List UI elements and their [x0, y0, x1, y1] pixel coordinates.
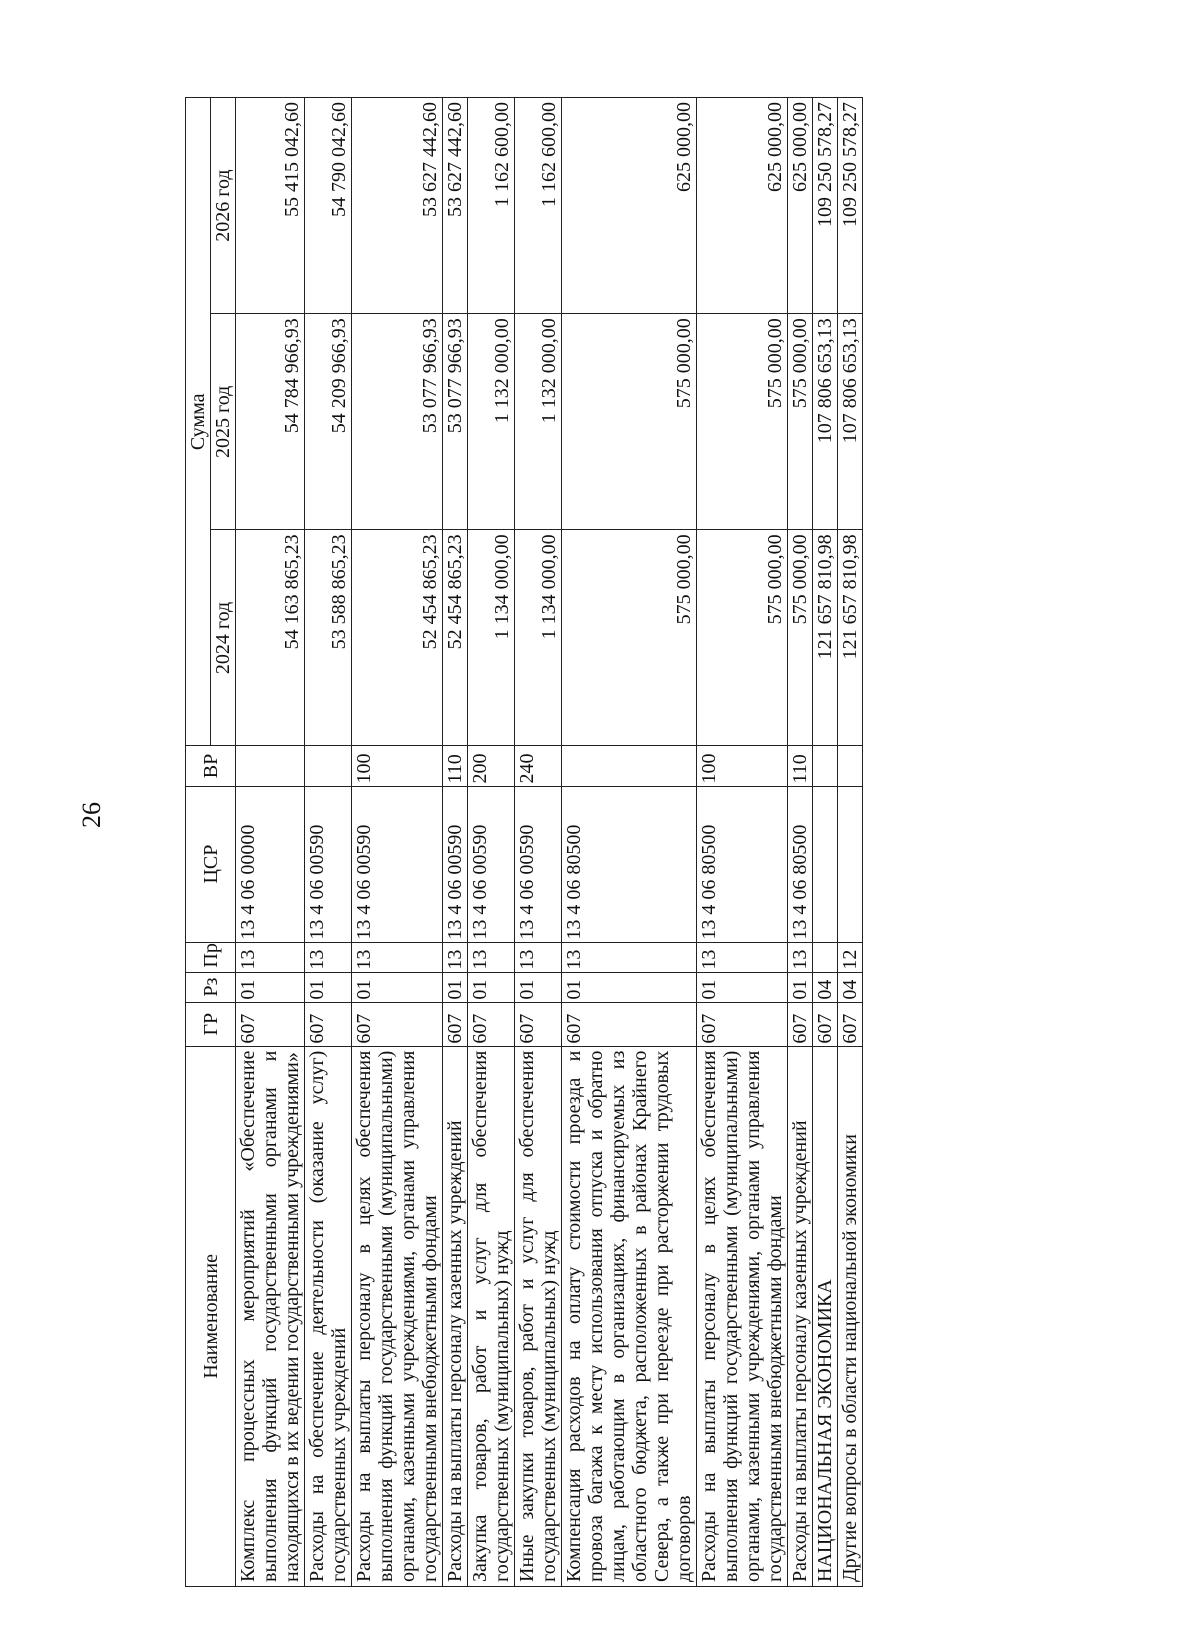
cell-2024: 53 588 865,23: [305, 530, 352, 746]
cell-2024: 1 134 000,00: [515, 530, 562, 746]
cell-pr: 13: [515, 942, 562, 972]
cell-pr: 13: [788, 942, 813, 972]
cell-2024: 575 000,00: [562, 530, 697, 746]
table-row: [788, 98, 813, 1587]
table-row: [352, 98, 443, 1587]
table-row: [443, 98, 468, 1587]
cell-rz: 01: [468, 972, 515, 1002]
cell-csr: 13 4 06 00590: [352, 786, 443, 942]
cell-2024: 575 000,00: [697, 530, 788, 746]
cell-2025: 575 000,00: [788, 314, 813, 530]
cell-vr: [305, 746, 352, 786]
cell-rz: 04: [813, 972, 838, 1002]
cell-csr: 13 4 06 00590: [305, 786, 352, 942]
cell-name: Расходы на выплаты персоналу в целях обеспечения выполнения функций государственными (муниципальными) органами, казенными учреждениями, органами управления государственными внебюджетными фондами: [352, 1046, 443, 1586]
cell-2025: 54 209 966,93: [305, 314, 352, 530]
cell-pr: 13: [697, 942, 788, 972]
cell-gr: 607: [515, 1002, 562, 1046]
table-header-row-1: [186, 98, 211, 1587]
cell-gr: 607: [813, 1002, 838, 1046]
cell-2026: 1 162 600,00: [468, 98, 515, 314]
cell-2026: 1 162 600,00: [515, 98, 562, 314]
table-row: [697, 98, 788, 1587]
cell-csr: 13 4 06 80500: [788, 786, 813, 942]
cell-vr: 110: [788, 746, 813, 786]
cell-csr: [838, 786, 863, 942]
cell-pr: 13: [443, 942, 468, 972]
cell-gr: 607: [788, 1002, 813, 1046]
cell-2025: 1 132 000,00: [468, 314, 515, 530]
cell-gr: 607: [305, 1002, 352, 1046]
cell-2026: 625 000,00: [788, 98, 813, 314]
cell-2025: 1 132 000,00: [515, 314, 562, 530]
cell-rz: 04: [838, 972, 863, 1002]
cell-name: Расходы на обеспечение деятельности (оказание услуг) государственных учреждений: [305, 1046, 352, 1586]
cell-pr: 13: [562, 942, 697, 972]
cell-2026: 55 415 042,60: [236, 98, 305, 314]
table-row: [236, 98, 305, 1587]
table-row: [305, 98, 352, 1587]
header-name: Наименование: [186, 1046, 236, 1586]
cell-2024: 121 657 810,98: [813, 530, 838, 746]
cell-rz: 01: [443, 972, 468, 1002]
cell-pr: 13: [468, 942, 515, 972]
header-csr: ЦСР: [186, 786, 236, 942]
cell-2026: 53 627 442,60: [443, 98, 468, 314]
cell-2025: 53 077 966,93: [443, 314, 468, 530]
cell-csr: 13 4 06 80500: [562, 786, 697, 942]
cell-vr: 200: [468, 746, 515, 786]
table-row: [838, 98, 863, 1587]
cell-vr: 100: [352, 746, 443, 786]
cell-2025: 107 806 653,13: [813, 314, 838, 530]
cell-vr: [813, 746, 838, 786]
cell-vr: 240: [515, 746, 562, 786]
cell-pr: 12: [838, 942, 863, 972]
cell-2024: 52 454 865,23: [352, 530, 443, 746]
cell-pr: [813, 942, 838, 972]
cell-name: Комплекс процессных мероприятий «Обеспечение выполнения функций государственными органами и находящихся в их ведении государственными учреждениями»: [236, 1046, 305, 1586]
cell-csr: 13 4 06 00000: [236, 786, 305, 942]
cell-2026: 53 627 442,60: [352, 98, 443, 314]
cell-2026: 109 250 578,27: [838, 98, 863, 314]
cell-gr: 607: [838, 1002, 863, 1046]
cell-2026: 625 000,00: [697, 98, 788, 314]
cell-gr: 607: [352, 1002, 443, 1046]
cell-name: НАЦИОНАЛЬНАЯ ЭКОНОМИКА: [813, 1046, 838, 1586]
cell-2025: 107 806 653,13: [838, 314, 863, 530]
cell-pr: 13: [305, 942, 352, 972]
cell-rz: 01: [352, 972, 443, 1002]
cell-rz: 01: [788, 972, 813, 1002]
table-row: [562, 98, 697, 1587]
cell-csr: 13 4 06 80500: [697, 786, 788, 942]
cell-2025: 575 000,00: [562, 314, 697, 530]
cell-gr: 607: [468, 1002, 515, 1046]
page-number: 26: [77, 802, 106, 828]
cell-rz: 01: [515, 972, 562, 1002]
cell-csr: 13 4 06 00590: [515, 786, 562, 942]
cell-pr: 13: [352, 942, 443, 972]
cell-name: Компенсация расходов на оплату стоимости проезда и провоза багажа к месту использования отпуска и обратно лицам, работающим в организациях, финансируемых из областного бюджета, расположенных в районах Крайнего Севера, а также при переезде при расторжении трудовых договоров: [562, 1046, 697, 1586]
cell-vr: 110: [443, 746, 468, 786]
cell-vr: 100: [697, 746, 788, 786]
cell-2025: 54 784 966,93: [236, 314, 305, 530]
cell-2024: 121 657 810,98: [838, 530, 863, 746]
cell-2024: 1 134 000,00: [468, 530, 515, 746]
cell-vr: [838, 746, 863, 786]
header-sum: Сумма: [186, 98, 211, 747]
cell-gr: 607: [443, 1002, 468, 1046]
cell-2024: 54 163 865,23: [236, 530, 305, 746]
cell-name: Закупка товаров, работ и услуг для обеспечения государственных (муниципальных) нужд: [468, 1046, 515, 1586]
cell-rz: 01: [305, 972, 352, 1002]
cell-2026: 109 250 578,27: [813, 98, 838, 314]
cell-rz: 01: [562, 972, 697, 1002]
cell-rz: 01: [236, 972, 305, 1002]
cell-vr: [236, 746, 305, 786]
cell-csr: 13 4 06 00590: [468, 786, 515, 942]
cell-2026: 625 000,00: [562, 98, 697, 314]
cell-rz: 01: [697, 972, 788, 1002]
header-2026: 2026 год: [211, 98, 236, 314]
cell-gr: 607: [697, 1002, 788, 1046]
cell-2024: 52 454 865,23: [443, 530, 468, 746]
table-row: [813, 98, 838, 1587]
header-vr: ВР: [186, 746, 236, 786]
cell-2025: 53 077 966,93: [352, 314, 443, 530]
cell-2024: 575 000,00: [788, 530, 813, 746]
rotated-page-content: [185, 97, 1057, 1587]
cell-name: Расходы на выплаты персоналу казенных учреждений: [443, 1046, 468, 1586]
cell-vr: [562, 746, 697, 786]
header-pr: Пр: [186, 942, 236, 972]
cell-gr: 607: [236, 1002, 305, 1046]
cell-pr: 13: [236, 942, 305, 972]
cell-csr: 13 4 06 00590: [443, 786, 468, 942]
cell-2026: 54 790 042,60: [305, 98, 352, 314]
cell-gr: 607: [562, 1002, 697, 1046]
header-2024: 2024 год: [211, 530, 236, 746]
cell-2025: 575 000,00: [697, 314, 788, 530]
cell-name: Другие вопросы в области национальной экономики: [838, 1046, 863, 1586]
cell-name: Иные закупки товаров, работ и услуг для обеспечения государственных (муниципальных) нужд: [515, 1046, 562, 1586]
header-gr: ГР: [186, 1002, 236, 1046]
cell-name: Расходы на выплаты персоналу казенных учреждений: [788, 1046, 813, 1586]
table-row: [515, 98, 562, 1587]
header-rz: Рз: [186, 972, 236, 1002]
cell-name: Расходы на выплаты персоналу в целях обеспечения выполнения функций государственными (муниципальными) органами, казенными учреждениями, органами управления государственными внебюджетными фондами: [697, 1046, 788, 1586]
cell-csr: [813, 786, 838, 942]
budget-table: [185, 97, 863, 1587]
header-2025: 2025 год: [211, 314, 236, 530]
table-body: [236, 98, 863, 1587]
table-row: [468, 98, 515, 1587]
